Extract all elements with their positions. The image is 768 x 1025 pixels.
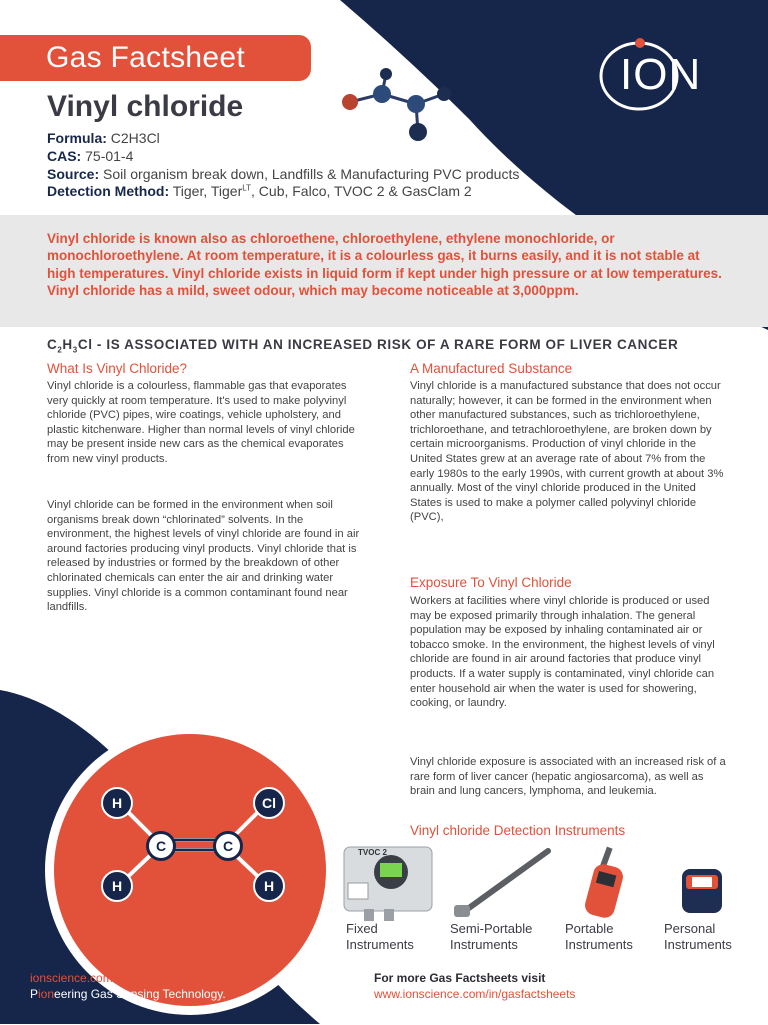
atom-h-top-left: H xyxy=(101,787,133,819)
exposure-paragraph-2: Vinyl chloride exposure is associated with an increased risk of a rare form of liver cancer (hepatic angiosarcoma), as well as brain and lung cancers, lymphoma, and leukemia. xyxy=(410,756,726,798)
tagline-pre: P xyxy=(30,987,39,1001)
detection-line xyxy=(47,183,472,199)
detection-value-b: , Cub, Falco, TVOC 2 & GasClam 2 xyxy=(251,183,472,199)
tagline-post: eering Gas Sensing Technology. xyxy=(54,987,226,1001)
what-paragraph-1: Vinyl chloride is a colourless, flammable gas that evaporates very quickly at room temperature. It's used to make polyvinyl chloride (PVC) pipes, wire coatings, vehicle upholstery, and plastic kitchenware. Higher than normal levels of vinyl chloride may be present inside new cars as the chemical evaporates from new vinyl products. xyxy=(47,380,355,465)
cas-label: CAS: xyxy=(47,148,82,164)
fixed-detector-icon xyxy=(340,843,440,923)
instrument-semi-portable[interactable] xyxy=(448,843,556,955)
atom-c-right: C xyxy=(213,831,243,861)
what-paragraph-2: Vinyl chloride can be formed in the environment when soil organisms break down “chlorinated” solvents. In the environment, the highest levels of vinyl chloride are found in air around factories producing vinyl products. Vinyl chloride that is released by industries or formed by the breakdown of other chlorinated chemicals can enter the air and drinking water supplies. Vinyl chloride is a common contaminant found near landfills. xyxy=(47,499,360,614)
ion-logo[interactable] xyxy=(596,36,732,116)
source-line xyxy=(47,166,519,182)
footer-url-link[interactable]: ionscience.com/in xyxy=(30,971,126,985)
formula-value: C2H3Cl xyxy=(110,130,160,146)
what-heading: What Is Vinyl Chloride? xyxy=(47,361,188,376)
source-label: Source: xyxy=(47,166,100,182)
page-title: Vinyl chloride xyxy=(47,90,244,123)
semi-portable-label-line2: Instruments xyxy=(450,937,518,952)
atom-h-bottom-right: H xyxy=(253,870,285,902)
association-headline xyxy=(47,337,678,355)
atom-cl-top-right: Cl xyxy=(253,787,285,819)
portable-detector-icon xyxy=(563,843,653,921)
instruments-heading: Vinyl chloride Detection Instruments xyxy=(410,823,626,838)
footer-tagline xyxy=(30,987,226,1001)
semi-portable-label xyxy=(450,921,532,953)
personal-detector-icon xyxy=(662,843,752,921)
instrument-personal[interactable] xyxy=(662,843,752,955)
detection-value-a: Tiger, Tiger xyxy=(172,183,243,199)
atom-h-bottom-left: H xyxy=(101,870,133,902)
fixed-label xyxy=(346,921,414,953)
ion-logo-text: ION xyxy=(620,50,702,99)
personal-label-line2: Instruments xyxy=(664,937,732,952)
detection-label: Detection Method: xyxy=(47,183,170,199)
portable-label-line1: Portable xyxy=(565,921,614,936)
molecule-3d-illustration xyxy=(336,64,466,154)
fixed-label-line1: Fixed xyxy=(346,921,378,936)
factsheet-tag: Gas Factsheet xyxy=(0,35,311,81)
formula-label: Formula: xyxy=(47,130,107,146)
manufactured-heading: A Manufactured Substance xyxy=(410,361,573,376)
more-factsheets-link[interactable]: www.ionscience.com/in/gasfactsheets xyxy=(374,987,576,1001)
association-formula: $C_2H_3Cl$ xyxy=(47,337,93,355)
tagline-ion: ion xyxy=(38,987,55,1001)
instrument-portable[interactable] xyxy=(563,843,653,955)
manufactured-paragraph: Vinyl chloride is a manufactured substance that does not occur naturally; however, it can be formed in the environment when other manufactured substances, such as trichloroethylene, trichloroethane, and tetrachloroethylene, are broken down by certain microorganisms. Production of vinyl chloride in the United States grew at an average rate of about 7% from the early 1980s to the early 1990s, with current growth at about 3% annually. Most of the vinyl chloride produced in the United States is used to make a polymer called polyvinyl chloride (PVC), xyxy=(410,380,724,524)
fixed-label-line2: Instruments xyxy=(346,937,414,952)
intro-text: Vinyl chloride is known also as chloroethene, chloroethylene, ethylene monochloride, or monochloroethylene. At room temperature, it is a colourless gas, it burns easily, and it is not stable at high temperatures. Vinyl chloride exists in liquid form if kept under high pressure or at low temperatures. Vinyl chloride has a mild, sweet odour, which may become noticeable at 3,000ppm. xyxy=(47,231,722,298)
formula-line xyxy=(47,130,160,146)
association-text: - IS ASSOCIATED WITH AN INCREASED RISK OF A RARE FORM OF LIVER CANCER xyxy=(96,337,679,352)
exposure-paragraph-1: Workers at facilities where vinyl chloride is produced or used may be exposed primarily through inhalation. The general population may be exposed by inhaling contaminated air or tobacco smoke. In the environment, the highest levels of vinyl chloride are found in air around factories that produce vinyl products. If a water supply is contaminated, vinyl chloride can enter household air when the water is used for showering, cooking, or laundry. xyxy=(410,595,715,710)
fixed-device-text: TVOC 2 xyxy=(358,848,387,857)
semi-portable-label-line1: Semi-Portable xyxy=(450,921,533,936)
personal-label xyxy=(664,921,732,953)
instrument-fixed[interactable] xyxy=(340,843,440,955)
cas-value: 75-01-4 xyxy=(85,148,134,164)
cas-line xyxy=(47,148,133,164)
personal-label-line1: Personal xyxy=(664,921,716,936)
more-factsheets-label: For more Gas Factsheets visit xyxy=(374,971,546,985)
portable-label-line2: Instruments xyxy=(565,937,633,952)
exposure-heading: Exposure To Vinyl Chloride xyxy=(410,575,572,590)
atom-c-left: C xyxy=(146,831,176,861)
detection-sup: LT xyxy=(242,183,252,193)
source-value: Soil organism break down, Landfills & Manufacturing PVC products xyxy=(103,166,520,182)
semi-portable-detector-icon xyxy=(448,843,556,921)
portable-label xyxy=(565,921,633,953)
